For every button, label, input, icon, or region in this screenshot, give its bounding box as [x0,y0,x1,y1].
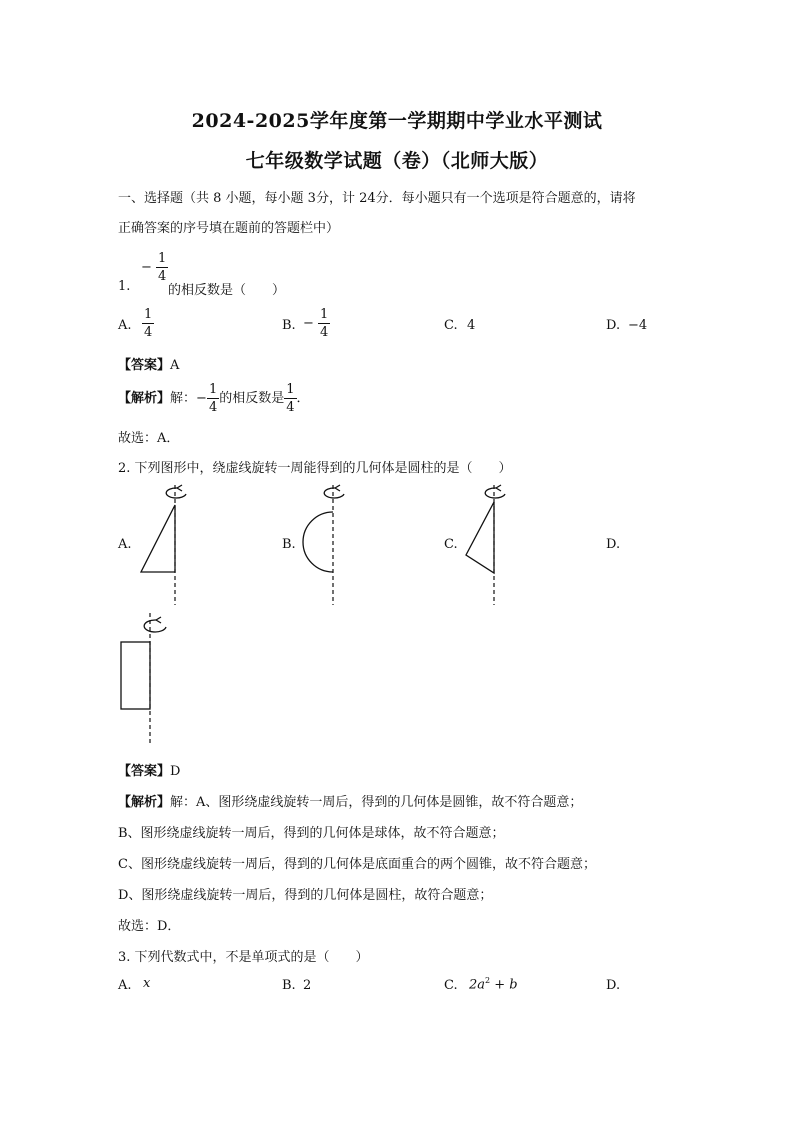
q3-option-a-value [143,976,150,991]
q2-analysis-line4: D、图形绕虚线旋转一周后，得到的几何体是圆柱，故符合题意； [118,888,493,903]
q1-option-b-value [303,308,330,339]
q3-option-c-exp: 2 [485,976,491,985]
q1-option-b-den: 4 [320,325,329,340]
q1-analysis-frac2 [284,383,296,414]
q3-option-a-label: A. [118,978,132,993]
q1-stem-num: 1 [158,251,167,266]
right-triangle-shape [141,505,175,572]
q1-stem-den: 4 [158,269,167,284]
q1-analysis-label: 【解析】 [118,391,171,406]
q1-analysis-sign: − [196,391,207,406]
q2-answer [118,760,180,779]
q1-answer [118,354,179,373]
q1-option-a-num: 1 [144,307,153,322]
q2-figure-b [290,480,370,610]
q1-analysis-frac2-den: 4 [286,400,295,415]
q2-analysis-label: 【解析】 [118,795,171,810]
q3-option-d-label: D. [606,978,621,993]
page-subtitle: 七年级数学试题（卷）（北师大版） [245,150,549,172]
q1-stem-text: 的相反数是（ ） [168,283,286,298]
rotation-arrow-icon [166,485,186,498]
q1-analysis-end: ． [296,391,310,406]
q2-answer-value: D [170,764,181,779]
q1-option-b-frac [318,308,330,339]
q3-option-c-base: 2a [469,977,486,993]
q3-stem: 3. 下列代数式中，不是单项式的是（ ） [118,950,369,965]
q2-stem: 2. 下列图形中，绕虚线旋转一周能得到的几何体是圆柱的是（ ） [118,461,512,476]
q1-analysis-frac1-den: 4 [208,400,218,415]
q1-analysis-frac1 [207,383,219,414]
q1-stem-sign: − [141,260,152,275]
semicircle-shape [303,512,333,572]
q1-option-b-label: B. [282,318,296,333]
q1-analysis-frac2-num: 1 [286,382,295,397]
q2-answer-label: 【答案】 [118,764,171,779]
q2-analysis-line2: B、图形绕虚线旋转一周后，得到的几何体是球体，故不符合题意； [118,826,505,841]
rotation-arrow-icon [324,485,344,498]
rectangle-shape [121,642,150,709]
q1-analysis [118,383,310,414]
rotation-arrow-icon [485,485,505,498]
q1-stem-frac [156,252,168,283]
q1-option-b-num: 1 [320,307,329,322]
page-title: 2024-2025学年度第一学期期中学业水平测试 [191,110,603,132]
q3-option-c-label: C. [444,978,458,993]
q1-option-a-value [142,308,154,339]
q3-option-a-var: x [143,976,151,991]
q2-figure-a [130,480,210,610]
q1-option-c-value: 4 [467,318,476,333]
q1-stem-fraction [141,252,168,283]
q1-answer-value: A [170,358,180,373]
q1-option-a-den: 4 [144,325,153,340]
q2-option-d-label: D. [606,537,621,552]
q3-option-c-rest: + b [490,977,518,993]
obtuse-triangle-shape [466,502,494,573]
q3-option-c-value [469,976,518,992]
section-instruction-line2: 正确答案的序号填在题前的答题栏中） [118,221,340,236]
q2-figure-c [452,480,532,610]
q3-option-b-label: B. [282,978,296,993]
q2-analysis-line3: C、图形绕虚线旋转一周后，得到的几何体是底面重合的两个圆锥，故不符合题意； [118,857,596,872]
q2-conclusion: 故选：D． [118,919,181,934]
q2-analysis-text-a: 解：A、图形绕虚线旋转一周后，得到的几何体是圆锥，故不符合题意； [170,795,583,810]
q2-option-b-label: B. [282,537,296,552]
q1-analysis-middle: 的相反数是 [219,391,285,406]
q1-conclusion: 故选：A． [118,431,180,446]
q2-analysis-line1 [118,791,582,810]
q2-option-c-label: C. [444,537,458,552]
q1-analysis-frac1-num: 1 [208,382,218,397]
q3-option-b-value: 2 [303,978,312,993]
q1-option-a-label: A. [118,318,132,333]
section-instruction-line1: 一、选择题（共 8 小题，每小题 3分，计 24分．每小题只有一个选项是符合题意的，请将 [118,191,636,206]
q1-option-d-value: −4 [628,318,648,333]
q1-option-b-sign: − [303,316,314,331]
q2-figure-d [112,608,192,748]
q1-option-a-frac [142,308,154,339]
q1-number: 1. [118,279,131,294]
q2-option-a-label: A. [118,537,132,552]
q1-option-c-label: C. [444,318,458,333]
q1-option-d-label: D. [606,318,621,333]
q1-analysis-prefix: 解： [170,391,197,406]
rotation-arrow-icon [144,617,166,632]
q1-answer-label: 【答案】 [118,358,171,373]
